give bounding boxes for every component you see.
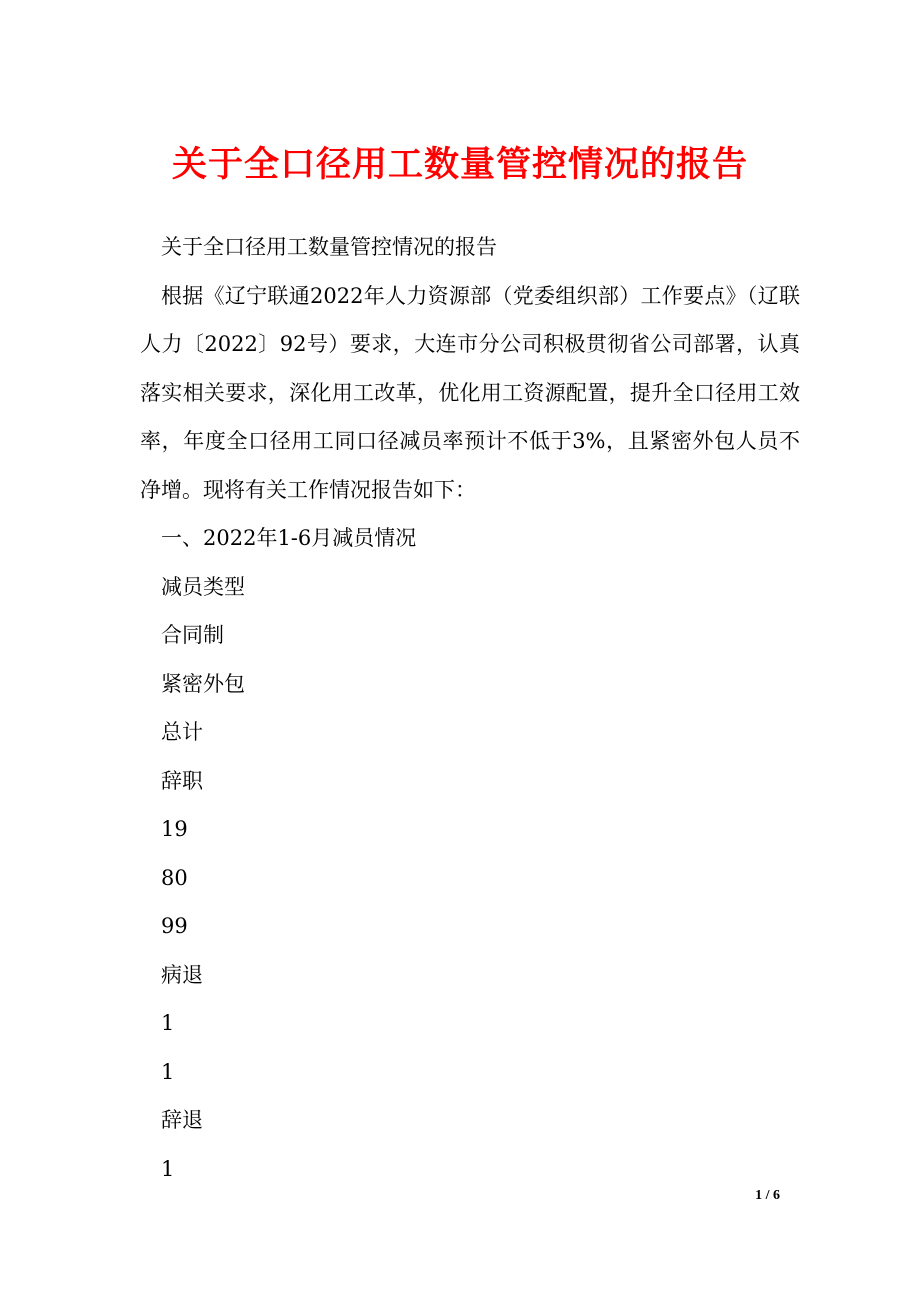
section-heading: 一、2022年1-6月减员情况 — [161, 526, 417, 550]
table-cell: 总计 — [161, 720, 203, 744]
table-cell: 1 — [161, 1156, 175, 1181]
report-subtitle: 关于全口径用工数量管控情况的报告 — [161, 235, 497, 259]
table-cell: 辞职 — [161, 768, 203, 793]
page-number: 1 / 6 — [755, 1188, 780, 1203]
table-cell: 1 — [161, 1059, 175, 1084]
table-cell: 80 — [161, 865, 188, 890]
table-cell: 19 — [161, 817, 188, 841]
table-cell: 1 — [161, 1011, 175, 1035]
table-cell: 减员类型 — [161, 574, 245, 599]
table-cell: 99 — [161, 914, 188, 938]
document-title: 关于全口径用工数量管控情况的报告 — [171, 144, 748, 185]
table-cell: 紧密外包 — [161, 671, 245, 696]
intro-paragraph: 根据《辽宁联通2022年人力资源部（党委组织部）工作要点》（辽联人力〔2022〕92号）要求，大连市分公司积极贯彻省公司部署，认真落实相关要求，深化用工改革，优化用工资源配置，提升全口径用工效率，年度全口径用工同口径减员率预计不低于3%，且紧密外包人员不净增。现将有关工作情况报告如下： — [140, 283, 800, 502]
table-cell: 病退 — [161, 962, 203, 987]
table-cell: 合同制 — [161, 623, 224, 647]
document-body — [140, 223, 800, 1193]
table-cell: 辞退 — [161, 1108, 203, 1132]
